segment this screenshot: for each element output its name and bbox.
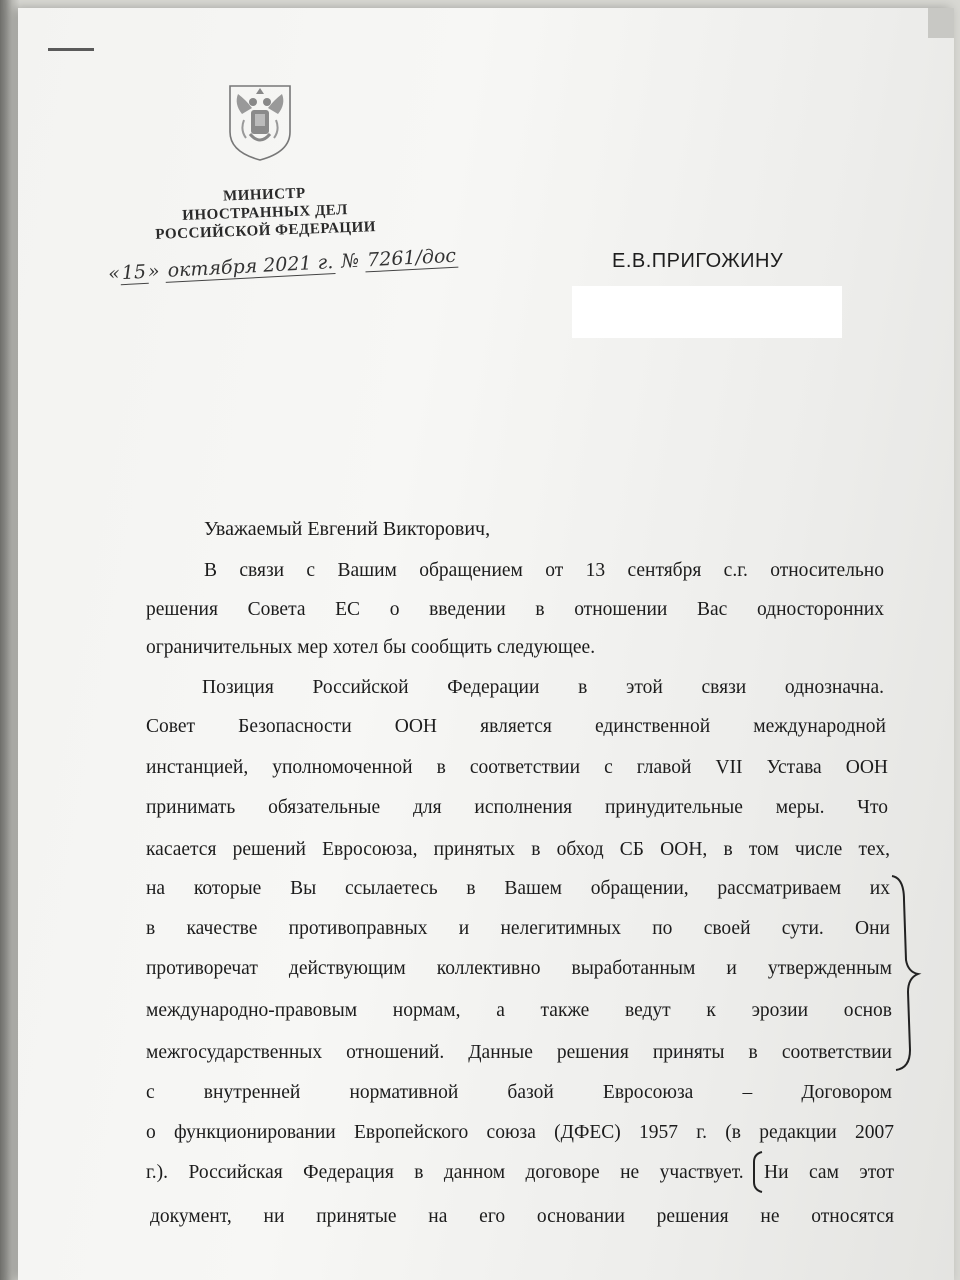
body-line: Совет Безопасности ООН является единственной международной <box>146 716 886 737</box>
body-line: решения Совета ЕС о введении в отношении Вас односторонних <box>146 599 884 620</box>
body-line: принимать обязательные для исполнения принудительные меры. Что <box>146 797 888 818</box>
date-day: 15 <box>119 261 148 285</box>
letterhead-line: МИНИСТР <box>222 185 306 205</box>
body-line: ограничительных мер хотел бы сообщить следующее. <box>146 637 596 658</box>
letterhead-line: ИНОСТРАННЫХ ДЕЛ <box>181 202 349 224</box>
salutation: Уважаемый Евгений Викторович, <box>204 518 491 540</box>
body-line: касается решений Евросоюза, принятых в обход СБ ООН, в том числе тех, <box>146 839 890 860</box>
edge-mark <box>48 48 94 51</box>
body-line: инстанцией, уполномоченной в соответствии с главой VII Устава ООН <box>146 757 888 778</box>
body-line: Позиция Российской Федерации в этой связи однозначна. <box>202 677 884 698</box>
body-line: на которые Вы ссылаетесь в Вашем обращении, рассматриваем их <box>146 878 890 899</box>
redaction-box <box>572 286 842 338</box>
body-line: в качестве противоправных и нелегитимных по своей сути. Они <box>146 918 890 939</box>
body-line: международно-правовым нормам, а также ведут к эрозии основ <box>146 1000 892 1021</box>
date-month-year: октября 2021 г. <box>165 251 336 283</box>
body-line: о функционировании Европейского союза (ДФЕС) 1957 г. (в редакции 2007 <box>146 1122 894 1143</box>
number-prefix: № <box>340 249 360 273</box>
page-corner <box>928 8 954 38</box>
letterhead-line: РОССИЙСКОЙ ФЕДЕРАЦИИ <box>155 219 377 243</box>
body-line: межгосударственных отношений. Данные решения приняты в соответствии <box>146 1042 892 1063</box>
handwritten-bracket <box>888 870 928 1075</box>
body-line: В связи с Вашим обращением от 13 сентября с.г. относительно <box>204 560 884 581</box>
addressee: Е.В.ПРИГОЖИНУ <box>612 250 784 272</box>
body-line: документ, ни принятые на его основании решения не относятся <box>150 1206 894 1227</box>
russian-coat-of-arms-icon <box>222 80 298 162</box>
document-number: 7261/дос <box>365 245 459 273</box>
date-and-number-line: «15» октября 2021 г. № 7261/дос <box>108 245 449 285</box>
body-line: с внутренней нормативной базой Евросоюза – Договором <box>146 1082 892 1103</box>
body-line: г.). Российская Федерация в данном договоре не участвует. Ни сам этот <box>146 1162 894 1183</box>
ministry-letterhead <box>129 181 401 244</box>
body-line: противоречат действующим коллективно выработанным и утвержденным <box>146 958 892 979</box>
handwritten-bracket-mark <box>750 1150 764 1194</box>
